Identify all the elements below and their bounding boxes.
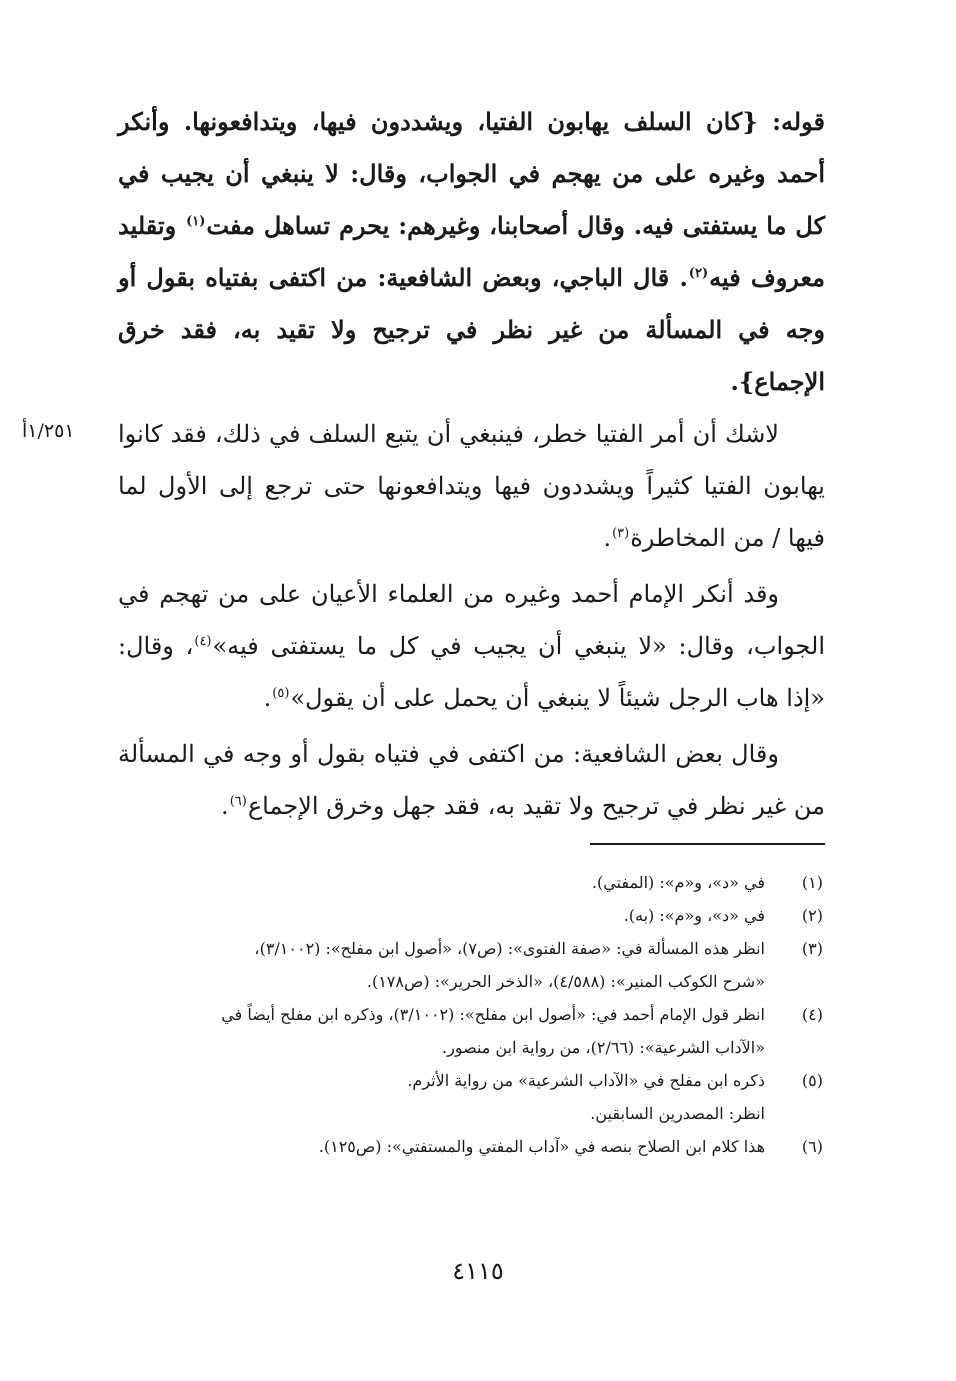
footnote-3 bbox=[118, 932, 825, 998]
footnotes-section bbox=[118, 866, 825, 1163]
footnote-number: (٤) bbox=[801, 1005, 823, 1024]
footnote-number: (٢) bbox=[801, 906, 823, 925]
footnote-ref-4[interactable]: (٤) bbox=[194, 634, 212, 649]
footnote-ref-2[interactable]: (٢) bbox=[688, 266, 709, 281]
footnote-ref-1[interactable]: (١) bbox=[186, 214, 206, 229]
quoted-matn-paragraph: قوله: {كان السلف يهابون الفتيا، ويشددون فيها، ويتدافعونها. وأنكر أحمد وغيره على من يهجم في الجواب، وقال: لا ينبغي أن يجيب في كل ما يستفتى فيه. وقال أصحابنا، وغيرهم: يحرم تساهل مفت$^{(١)}$ وتقليد معروف فيه$^{(٢)}$. قال الباجي، وبعض الشافعية: من اكتفى بفتياه بقول أو وجه في المسألة من غير نظر في ترجيح ولا تقيد به، فقد خرق الإجماع}. bbox=[118, 107, 825, 396]
footnote-ref-6[interactable]: (٦) bbox=[229, 794, 247, 809]
footnote-text: ذكره ابن مفلح في «الآداب الشرعية» من رواية الأثرم. انظر: المصدرين السابقين. bbox=[407, 1071, 765, 1123]
footnote-separator bbox=[590, 843, 825, 845]
commentary-paragraph-1: لاشك أن أمر الفتيا خطر، فينبغي أن يتبع السلف في ذلك، فقد كانوا يهابون الفتيا كثيراً ويشددون فيها ويتدافعونها حتى ترجع إلى الأول لما فيها / من المخاطرة$^{(٣)}$. bbox=[118, 420, 825, 552]
footnote-6 bbox=[118, 1130, 825, 1163]
footnote-1 bbox=[118, 866, 825, 899]
footnote-number: (٥) bbox=[801, 1071, 823, 1090]
footnote-text: في «د»، و«م»: (به). bbox=[623, 906, 765, 925]
footnote-text: انظر هذه المسألة في: «صفة الفتوى»: (ص٧)، «أصول ابن مفلح»: (٣/١٠٠٢)، «شرح الكوكب المنير»: (٤/٥٨٨)، «الذخر الحرير»: (ص١٧٨). bbox=[254, 939, 765, 991]
footnote-ref-3[interactable]: (٣) bbox=[612, 526, 630, 541]
footnote-number: (١) bbox=[801, 873, 823, 892]
footnote-ref-5[interactable]: (٥) bbox=[272, 686, 290, 701]
commentary-paragraph-3: وقال بعض الشافعية: من اكتفى في فتياه بقول أو وجه في المسألة من غير نظر في ترجيح ولا تقيد به، فقد جهل وخرق الإجماع$^{(٦)}$. bbox=[118, 740, 825, 820]
footnote-4 bbox=[118, 998, 825, 1064]
footnote-number: (٦) bbox=[801, 1137, 823, 1156]
footnote-2 bbox=[118, 899, 825, 932]
page-number: ٤١١٥ bbox=[452, 1257, 504, 1285]
footnote-text: هذا كلام ابن الصلاح بنصه في «آداب المفتي والمستفتي»: (ص١٢٥). bbox=[318, 1137, 765, 1156]
footnote-number: (٣) bbox=[801, 939, 823, 958]
footnote-5 bbox=[118, 1064, 825, 1130]
footnote-text: انظر قول الإمام أحمد في: «أصول ابن مفلح»: (٣/١٠٠٢)، وذكره ابن مفلح أيضاً في «الآداب الشرعية»: (٢/٦٦)، من رواية ابن منصور. bbox=[221, 1005, 765, 1057]
footnote-text: في «د»، و«م»: (المفتي). bbox=[591, 873, 765, 892]
commentary-paragraph-2: وقد أنكر الإمام أحمد وغيره من العلماء الأعيان على من تهجم في الجواب، وقال: «لا ينبغي أن يجيب في كل ما يستفتى فيه»$^{(٤)}$، وقال: «إذا هاب الرجل شيئاً لا ينبغي أن يحمل على أن يقول»$^{(٥)}$. bbox=[118, 580, 825, 712]
manuscript-folio-marker: ١/٢٥١أ bbox=[22, 420, 75, 442]
main-text bbox=[118, 96, 825, 832]
